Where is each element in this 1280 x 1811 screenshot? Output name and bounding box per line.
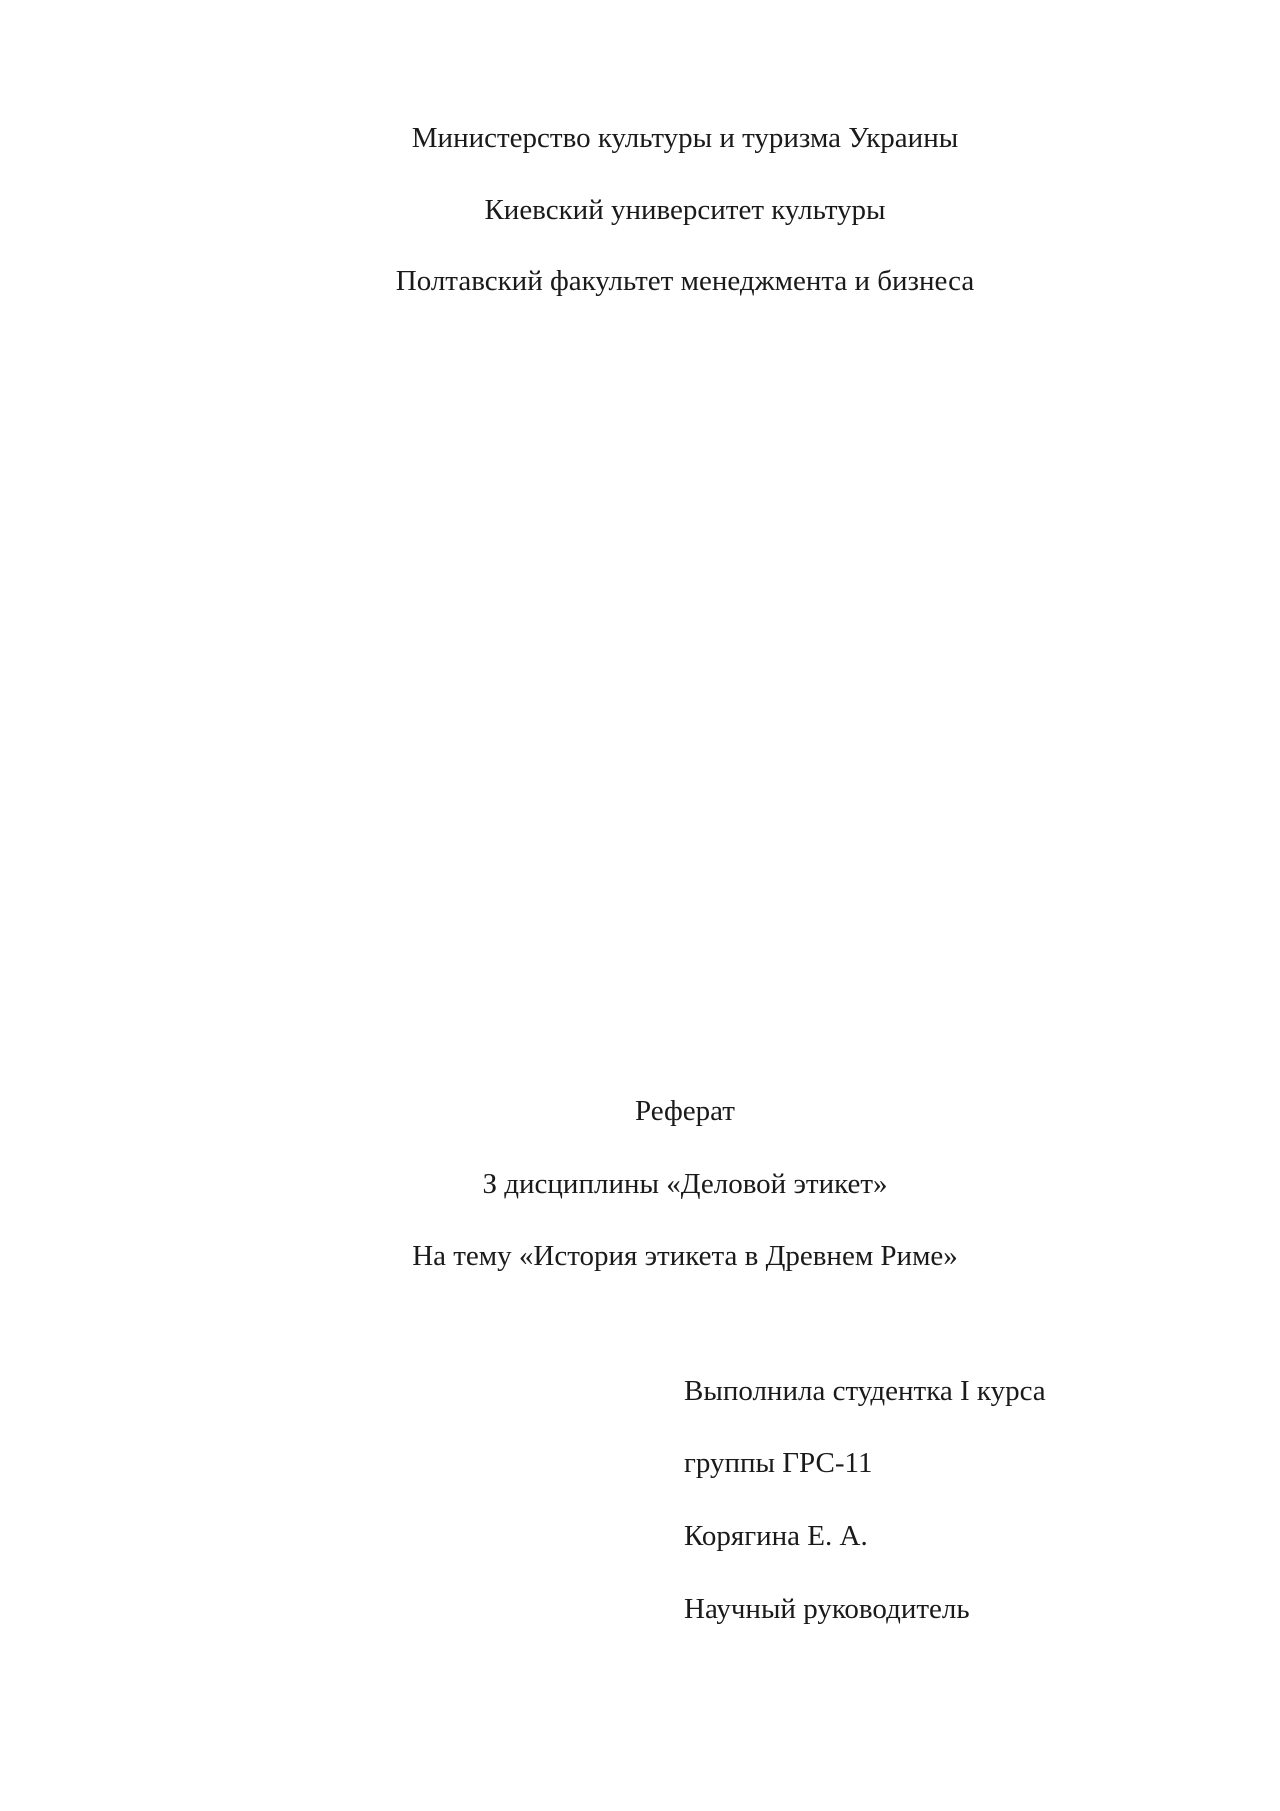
topic-line: На тему «История этикета в Древнем Риме» <box>412 1240 958 1272</box>
doc-type-heading: Реферат <box>635 1095 735 1127</box>
group-line: группы ГРС-11 <box>684 1447 873 1479</box>
university-line: Киевский университет культуры <box>484 194 886 226</box>
ministry-line: Министерство культуры и туризма Украины <box>411 122 959 154</box>
author-name-line: Корягина Е. А. <box>684 1520 868 1552</box>
faculty-line: Полтавский факультет менеджмента и бизнеса <box>395 265 975 297</box>
supervisor-label-line: Научный руководитель <box>684 1593 970 1625</box>
discipline-line: З дисциплины «Деловой этикет» <box>482 1168 888 1200</box>
performed-by-line: Выполнила студентка I курса <box>684 1375 1046 1407</box>
